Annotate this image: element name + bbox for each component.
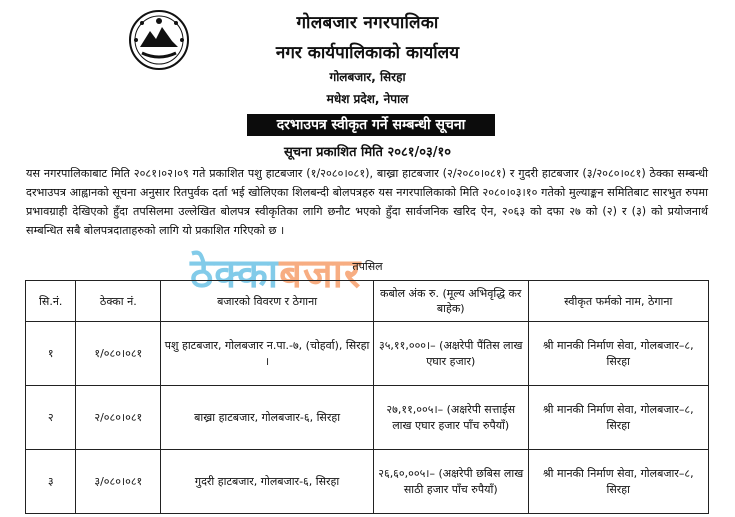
municipality-name: गोलबजार नगरपालिका — [296, 13, 439, 33]
office-location: गोलबजार, सिरहा — [329, 70, 406, 84]
col-serial: सि.नं. — [26, 281, 76, 322]
table-row — [26, 450, 709, 514]
table-caption: तपसिल — [352, 260, 383, 273]
cell-contract-no: ३/०८०।०८१ — [76, 450, 161, 514]
cell-serial: ३ — [26, 450, 76, 514]
cell-market-detail: गुदरी हाटबजार, गोलबजार-६, सिरहा — [161, 450, 374, 514]
office-province: मधेश प्रदेश, नेपाल — [326, 92, 409, 106]
notice-body: यस नगरपालिकाबाट मिति २०८१।०२।०९ गते प्रकाशित पशु हाटबजार (१/२०८०।०८१), बाख्रा हाटबजार (२/२०८०।०८१) र गुदरी हाटबजार (३/२०८०।०८१) ठेक्का सम्बन्धी दरभाउपत्र आह्वानको सूचना अनुसार रितपुर्वक दर्ता भई खोलिएका शिलबन्दी बोलपत्रहरु यस नगरपालिकाको मिति २०८०।०३।१० गतेको मुल्याङ्कन समितिबाट सारभुत रुपमा प्रभावग्राही देखिएको हुँदा तपसिलमा उल्लेखित बोलपत्र स्वीकृतिका लागि छनौट भएको हुँदा सार्वजनिक खरिद ऐन, २०६३ को दफा २७ को (२) र (३) को प्रयोजनार्थ सम्बन्धित सबै बोलपत्रदाताहरुको लागि यो प्रकाशित गरिएको छ । — [26, 167, 708, 237]
cell-contract-no: १/०८०।०८१ — [76, 322, 161, 386]
cell-approved-firm: श्री मानकी निर्माण सेवा, गोलबजार–८, सिरहा — [528, 386, 709, 450]
cell-market-detail: पशु हाटबजार, गोलबजार न.पा.-७, (चोहर्वा), सिरहा । — [161, 322, 374, 386]
table-row — [26, 386, 709, 450]
office-name: नगर कार्यपालिकाको कार्यालय — [275, 43, 460, 63]
cell-bid-amount: २७,११,००५।– (अक्षरेपी सत्ताईस लाख एघार हजार पाँच रुपैयाँ) — [373, 386, 528, 450]
cell-approved-firm: श्री मानकी निर्माण सेवा, गोलबजार–८, सिरहा — [528, 450, 709, 514]
cell-market-detail: बाख्रा हाटबजार, गोलबजार-६, सिरहा — [161, 386, 374, 450]
col-market-detail: बजारको विवरण र ठेगाना — [161, 281, 374, 322]
watermark-part-2: बजार — [279, 251, 362, 297]
award-table — [25, 280, 709, 514]
publish-date: सूचना प्रकाशित मिति २०८१/०३/१० — [283, 145, 452, 160]
cell-contract-no: २/०८०।०८१ — [76, 386, 161, 450]
cell-approved-firm: श्री मानकी निर्माण सेवा, गोलबजार–८, सिरहा — [528, 322, 709, 386]
cell-serial: २ — [26, 386, 76, 450]
watermark-part-1: ठेक्का — [190, 251, 280, 297]
col-contract-no: ठेक्का नं. — [76, 281, 161, 322]
table-header-row — [26, 281, 709, 322]
col-bid-amount: कबोल अंक रु. (मूल्य अभिवृद्धि कर बाहेक) — [373, 281, 528, 322]
cell-bid-amount: २६,६०,००५।– (अक्षरेपी छबिस लाख साठी हजार पाँच रुपैयाँ) — [373, 450, 528, 514]
col-approved-firm: स्वीकृत फर्मको नाम, ठेगाना — [528, 281, 709, 322]
cell-serial: १ — [26, 322, 76, 386]
notice-title: दरभाउपत्र स्वीकृत गर्ने सम्बन्धी सूचना — [247, 114, 495, 136]
table-row — [26, 322, 709, 386]
cell-bid-amount: ३५,११,०००।– (अक्षरेपी पैंतिस लाख एघार हजार) — [373, 322, 528, 386]
